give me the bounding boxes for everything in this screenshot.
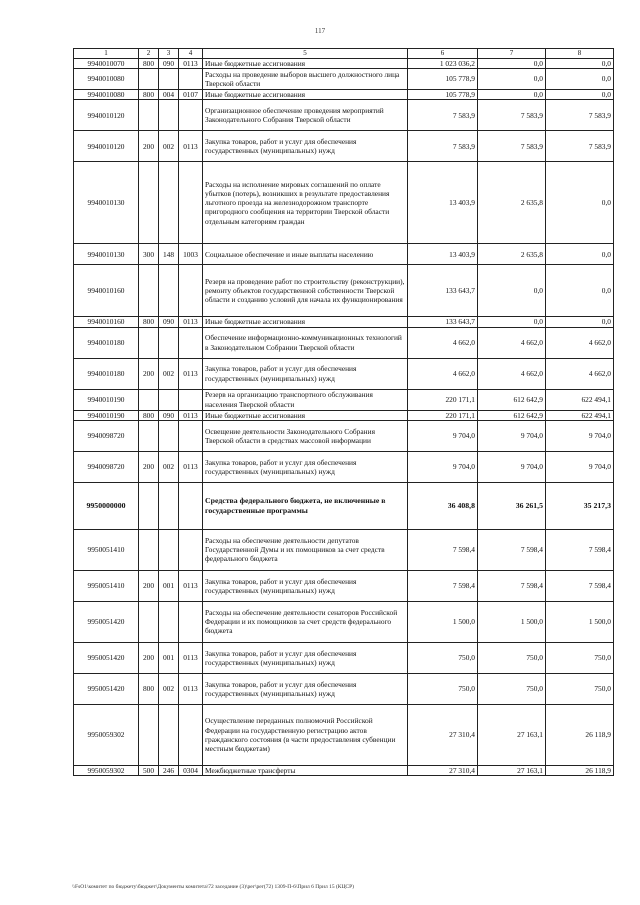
row-code: 9950051410 (74, 529, 139, 570)
row-description: Закупка товаров, работ и услуг для обеспечения государственных (муниципальных) нужд (203, 131, 408, 162)
budget-table (73, 48, 614, 776)
cell-col-2: 200 (139, 642, 159, 673)
cell-col-2: 500 (139, 765, 159, 775)
cell-col-3: 002 (159, 131, 179, 162)
row-description: Резерв на организацию транспортного обслуживания населения Тверской области (203, 389, 408, 410)
cell-col-4 (179, 482, 203, 529)
row-value-col-6: 1 500,0 (408, 601, 478, 642)
cell-col-4: 0113 (179, 451, 203, 482)
row-value-col-6: 13 403,9 (408, 244, 478, 265)
row-value-col-8: 9 704,0 (546, 451, 614, 482)
row-code: 9950051420 (74, 601, 139, 642)
cell-col-2: 800 (139, 410, 159, 420)
cell-col-2: 800 (139, 317, 159, 327)
row-value-col-6: 7 583,9 (408, 131, 478, 162)
row-value-col-6: 1 023 036,2 (408, 58, 478, 68)
table-row (74, 673, 614, 704)
cell-col-2: 200 (139, 358, 159, 389)
row-value-col-6: 133 643,7 (408, 265, 478, 317)
row-value-col-8: 0,0 (546, 162, 614, 244)
row-code: 9950051410 (74, 570, 139, 601)
row-code: 9950051420 (74, 673, 139, 704)
table-row (74, 358, 614, 389)
row-value-col-6: 4 662,0 (408, 327, 478, 358)
cell-col-3 (159, 265, 179, 317)
row-description: Закупка товаров, работ и услуг для обеспечения государственных (муниципальных) нужд (203, 358, 408, 389)
table-row (74, 765, 614, 775)
cell-col-4 (179, 420, 203, 451)
row-description: Иные бюджетные ассигнования (203, 58, 408, 68)
row-description: Иные бюджетные ассигнования (203, 317, 408, 327)
column-header: 5 (203, 49, 408, 59)
cell-col-2: 200 (139, 570, 159, 601)
table-row (74, 704, 614, 765)
row-description: Закупка товаров, работ и услуг для обеспечения государственных (муниципальных) нужд (203, 642, 408, 673)
row-value-col-7: 0,0 (478, 69, 546, 90)
cell-col-4 (179, 327, 203, 358)
cell-col-3 (159, 529, 179, 570)
row-value-col-7: 0,0 (478, 265, 546, 317)
cell-col-4: 0113 (179, 642, 203, 673)
row-value-col-6: 13 403,9 (408, 162, 478, 244)
row-value-col-8: 750,0 (546, 673, 614, 704)
cell-col-2 (139, 482, 159, 529)
row-description: Организационное обеспечение проведения мероприятий Законодательного Собрания Тверской области (203, 100, 408, 131)
row-value-col-7: 4 662,0 (478, 358, 546, 389)
row-description: Обеспечение информационно-коммуникационных технологий в Законодательном Собрании Тверской области (203, 327, 408, 358)
row-value-col-8: 750,0 (546, 642, 614, 673)
cell-col-3 (159, 704, 179, 765)
row-value-col-8: 35 217,3 (546, 482, 614, 529)
cell-col-3: 246 (159, 765, 179, 775)
row-value-col-7: 2 635,8 (478, 162, 546, 244)
cell-col-2 (139, 100, 159, 131)
row-value-col-6: 7 598,4 (408, 570, 478, 601)
row-value-col-7: 7 583,9 (478, 100, 546, 131)
footer-file-path: \\FsO1\комитет по бюджету\бюджет\Документы комитета\72 заседание (3)\рег\рег(72) 1309-П-6\Прил 6 Прил 15 (КЦСР) (72, 884, 354, 890)
cell-col-3: 090 (159, 410, 179, 420)
row-code: 9940098720 (74, 420, 139, 451)
column-header: 8 (546, 49, 614, 59)
row-description: Средства федерального бюджета, не включенные в государственные программы (203, 482, 408, 529)
row-value-col-6: 9 704,0 (408, 420, 478, 451)
row-code: 9940010190 (74, 410, 139, 420)
table-row (74, 410, 614, 420)
cell-col-2: 800 (139, 58, 159, 68)
row-code: 9940010180 (74, 327, 139, 358)
column-header: 6 (408, 49, 478, 59)
table-row (74, 100, 614, 131)
row-value-col-7: 0,0 (478, 90, 546, 100)
row-code: 9950059302 (74, 704, 139, 765)
row-value-col-6: 105 778,9 (408, 90, 478, 100)
cell-col-3 (159, 420, 179, 451)
row-value-col-7: 27 163,1 (478, 765, 546, 775)
cell-col-3 (159, 389, 179, 410)
cell-col-4 (179, 389, 203, 410)
cell-col-2 (139, 601, 159, 642)
cell-col-4: 0113 (179, 58, 203, 68)
row-value-col-8: 7 598,4 (546, 529, 614, 570)
row-value-col-6: 9 704,0 (408, 451, 478, 482)
row-description: Расходы на обеспечение деятельности сенаторов Российской Федерации и их помощников за счет средств федерального бюджета (203, 601, 408, 642)
table-row (74, 451, 614, 482)
row-code: 9940098720 (74, 451, 139, 482)
cell-col-2 (139, 327, 159, 358)
cell-col-2 (139, 265, 159, 317)
row-code: 9950051420 (74, 642, 139, 673)
row-value-col-7: 0,0 (478, 317, 546, 327)
row-value-col-8: 7 598,4 (546, 570, 614, 601)
table-row (74, 642, 614, 673)
cell-col-3 (159, 601, 179, 642)
row-value-col-6: 36 408,8 (408, 482, 478, 529)
cell-col-3: 002 (159, 358, 179, 389)
row-description: Освещение деятельности Законодательного Собрания Тверской области в средствах массовой информации (203, 420, 408, 451)
page-number: 117 (314, 27, 326, 35)
table-row (74, 420, 614, 451)
cell-col-2 (139, 69, 159, 90)
cell-col-4: 1003 (179, 244, 203, 265)
row-value-col-8: 0,0 (546, 90, 614, 100)
row-value-col-7: 612 642,9 (478, 410, 546, 420)
row-value-col-7: 4 662,0 (478, 327, 546, 358)
row-value-col-7: 612 642,9 (478, 389, 546, 410)
table-row (74, 317, 614, 327)
row-description: Социальное обеспечение и иные выплаты населению (203, 244, 408, 265)
row-value-col-6: 27 310,4 (408, 704, 478, 765)
row-value-col-7: 7 598,4 (478, 570, 546, 601)
cell-col-4: 0113 (179, 410, 203, 420)
row-value-col-7: 750,0 (478, 642, 546, 673)
row-code: 9940010130 (74, 162, 139, 244)
row-code: 9940010080 (74, 69, 139, 90)
table-row (74, 327, 614, 358)
row-value-col-8: 4 662,0 (546, 358, 614, 389)
cell-col-2: 200 (139, 131, 159, 162)
row-value-col-6: 27 310,4 (408, 765, 478, 775)
row-value-col-6: 220 171,1 (408, 410, 478, 420)
cell-col-4 (179, 100, 203, 131)
cell-col-4 (179, 162, 203, 244)
row-code: 9950000000 (74, 482, 139, 529)
cell-col-2: 800 (139, 90, 159, 100)
cell-col-3: 004 (159, 90, 179, 100)
row-value-col-6: 7 598,4 (408, 529, 478, 570)
row-value-col-8: 622 494,1 (546, 389, 614, 410)
row-value-col-6: 105 778,9 (408, 69, 478, 90)
cell-col-3: 001 (159, 642, 179, 673)
cell-col-3: 001 (159, 570, 179, 601)
row-description: Межбюджетные трансферты (203, 765, 408, 775)
table-row (74, 389, 614, 410)
row-value-col-6: 750,0 (408, 673, 478, 704)
cell-col-2: 300 (139, 244, 159, 265)
row-code: 9940010080 (74, 90, 139, 100)
cell-col-2: 800 (139, 673, 159, 704)
cell-col-4: 0113 (179, 131, 203, 162)
row-value-col-8: 9 704,0 (546, 420, 614, 451)
row-value-col-8: 622 494,1 (546, 410, 614, 420)
cell-col-3 (159, 327, 179, 358)
row-value-col-8: 1 500,0 (546, 601, 614, 642)
cell-col-2: 200 (139, 451, 159, 482)
cell-col-4: 0304 (179, 765, 203, 775)
cell-col-3: 148 (159, 244, 179, 265)
table-row (74, 58, 614, 68)
row-description: Иные бюджетные ассигнования (203, 410, 408, 420)
row-value-col-7: 27 163,1 (478, 704, 546, 765)
column-header: 4 (179, 49, 203, 59)
cell-col-4 (179, 704, 203, 765)
row-value-col-8: 0,0 (546, 58, 614, 68)
row-description: Расходы на проведение выборов высшего должностного лица Тверской области (203, 69, 408, 90)
row-description: Расходы на обеспечение деятельности депутатов Государственной Думы и их помощников за счет средств федерального бюджета (203, 529, 408, 570)
cell-col-3 (159, 482, 179, 529)
row-code: 9940010160 (74, 317, 139, 327)
table-row (74, 570, 614, 601)
cell-col-2 (139, 162, 159, 244)
row-description: Иные бюджетные ассигнования (203, 90, 408, 100)
table-row (74, 482, 614, 529)
row-description: Осуществление переданных полномочий Российской Федерации на государственную регистрацию актов гражданского состояния (в части предоставления субвенции местным бюджетам) (203, 704, 408, 765)
row-value-col-7: 2 635,8 (478, 244, 546, 265)
table-row (74, 529, 614, 570)
column-header: 2 (139, 49, 159, 59)
cell-col-2 (139, 420, 159, 451)
table-row (74, 90, 614, 100)
cell-col-4 (179, 529, 203, 570)
row-value-col-6: 750,0 (408, 642, 478, 673)
row-code: 9940010130 (74, 244, 139, 265)
cell-col-4: 0113 (179, 570, 203, 601)
cell-col-4 (179, 601, 203, 642)
row-value-col-7: 0,0 (478, 58, 546, 68)
cell-col-2 (139, 529, 159, 570)
row-code: 9940010120 (74, 131, 139, 162)
row-value-col-7: 750,0 (478, 673, 546, 704)
row-value-col-8: 0,0 (546, 69, 614, 90)
row-value-col-6: 4 662,0 (408, 358, 478, 389)
row-code: 9940010180 (74, 358, 139, 389)
cell-col-4 (179, 69, 203, 90)
row-value-col-8: 0,0 (546, 265, 614, 317)
row-value-col-7: 1 500,0 (478, 601, 546, 642)
row-value-col-7: 9 704,0 (478, 420, 546, 451)
table-row (74, 601, 614, 642)
cell-col-2 (139, 389, 159, 410)
row-value-col-6: 220 171,1 (408, 389, 478, 410)
cell-col-4 (179, 265, 203, 317)
row-value-col-8: 0,0 (546, 317, 614, 327)
row-value-col-7: 7 583,9 (478, 131, 546, 162)
row-value-col-7: 7 598,4 (478, 529, 546, 570)
table-row (74, 131, 614, 162)
row-code: 9950059302 (74, 765, 139, 775)
row-value-col-8: 4 662,0 (546, 327, 614, 358)
cell-col-3: 002 (159, 451, 179, 482)
row-value-col-6: 7 583,9 (408, 100, 478, 131)
row-description: Расходы на исполнение мировых соглашений по оплате убытков (потерь), возникших в результате предоставления льготного проезда на железнодорожном транспорте пригородного сообщения на территории Тверской области отдельным категориям граждан (203, 162, 408, 244)
row-code: 9940010120 (74, 100, 139, 131)
cell-col-2 (139, 704, 159, 765)
cell-col-3: 090 (159, 58, 179, 68)
cell-col-4: 0107 (179, 90, 203, 100)
table-row (74, 244, 614, 265)
row-code: 9940010160 (74, 265, 139, 317)
row-code: 9940010070 (74, 58, 139, 68)
column-number-row (74, 49, 614, 59)
cell-col-4: 0113 (179, 673, 203, 704)
column-header: 1 (74, 49, 139, 59)
column-header: 3 (159, 49, 179, 59)
row-description: Резерв на проведение работ по строительству (реконструкции), ремонту объектов государственной собственности Тверской области и созданию условий для начала их функционирования (203, 265, 408, 317)
row-value-col-8: 26 118,9 (546, 765, 614, 775)
row-value-col-8: 0,0 (546, 244, 614, 265)
row-value-col-7: 9 704,0 (478, 451, 546, 482)
row-value-col-8: 26 118,9 (546, 704, 614, 765)
cell-col-3 (159, 69, 179, 90)
cell-col-3: 090 (159, 317, 179, 327)
row-value-col-7: 36 261,5 (478, 482, 546, 529)
row-value-col-8: 7 583,9 (546, 100, 614, 131)
row-code: 9940010190 (74, 389, 139, 410)
column-header: 7 (478, 49, 546, 59)
row-value-col-6: 133 643,7 (408, 317, 478, 327)
table-row (74, 69, 614, 90)
row-description: Закупка товаров, работ и услуг для обеспечения государственных (муниципальных) нужд (203, 673, 408, 704)
row-description: Закупка товаров, работ и услуг для обеспечения государственных (муниципальных) нужд (203, 570, 408, 601)
row-description: Закупка товаров, работ и услуг для обеспечения государственных (муниципальных) нужд (203, 451, 408, 482)
cell-col-3 (159, 100, 179, 131)
row-value-col-8: 7 583,9 (546, 131, 614, 162)
cell-col-3 (159, 162, 179, 244)
cell-col-4: 0113 (179, 317, 203, 327)
cell-col-3: 002 (159, 673, 179, 704)
cell-col-4: 0113 (179, 358, 203, 389)
table-row (74, 265, 614, 317)
table-row (74, 162, 614, 244)
